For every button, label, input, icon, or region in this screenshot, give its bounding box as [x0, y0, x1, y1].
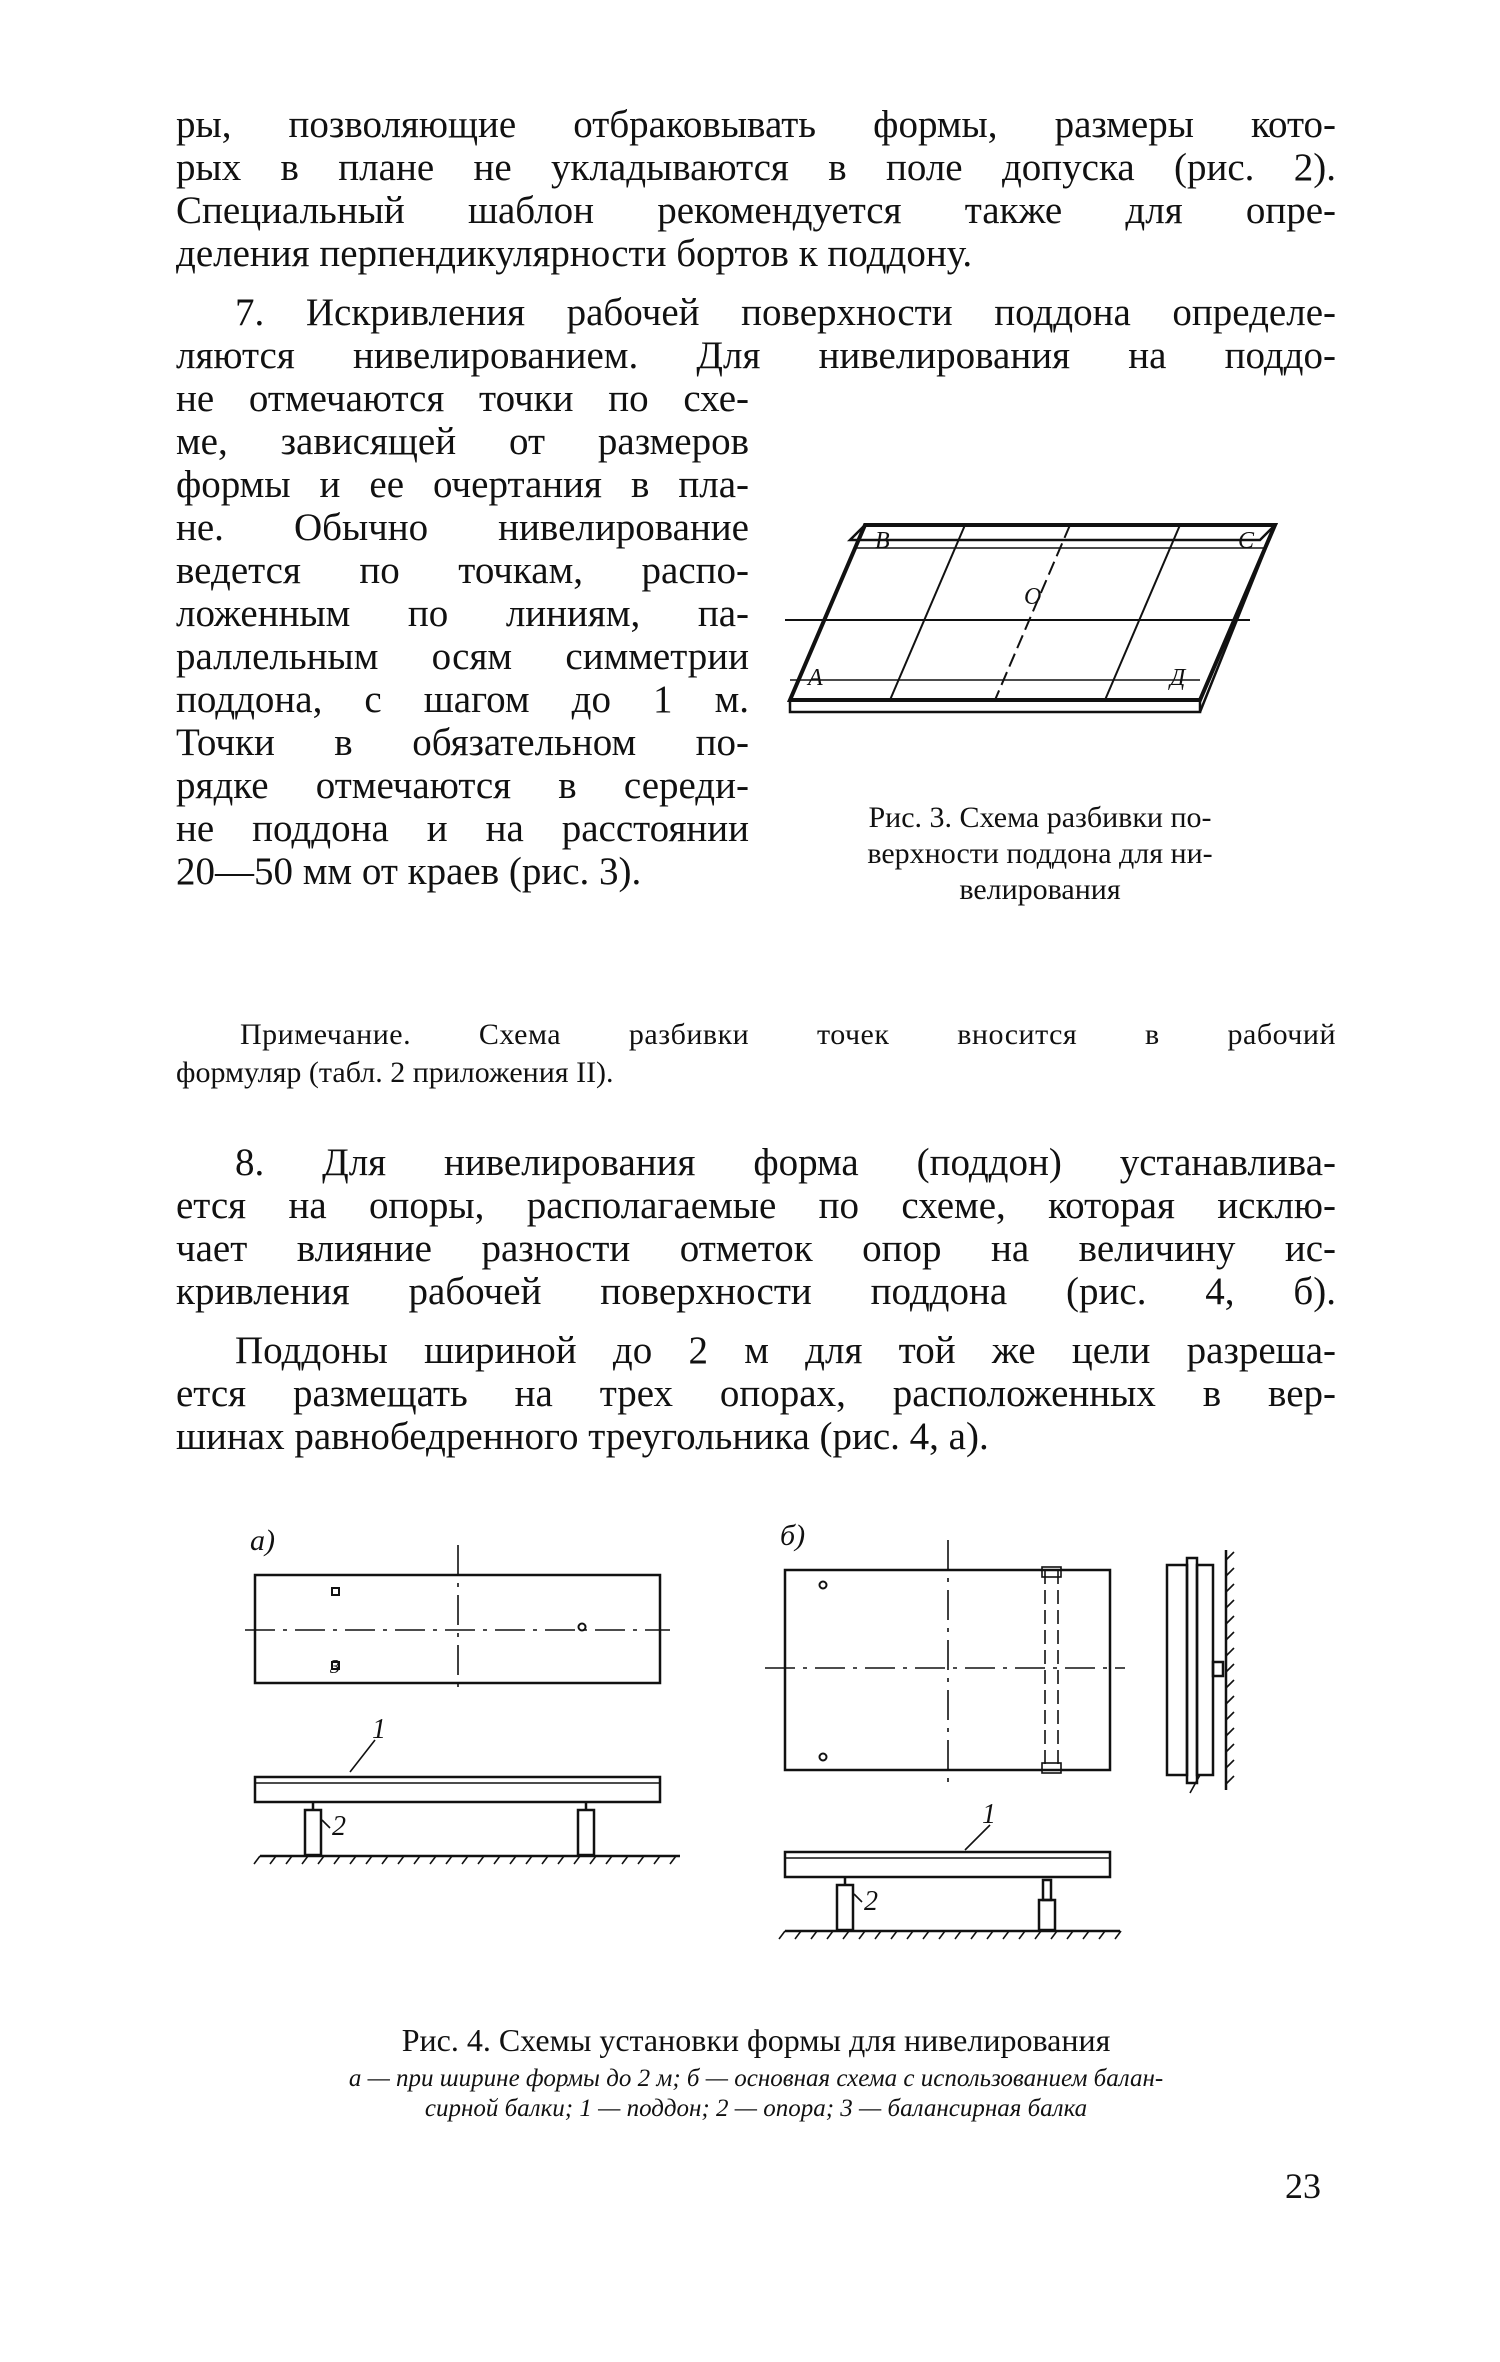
fig4-label-a: а) — [250, 1524, 275, 1557]
text-line: чает влияние разности отметок опор на величину ис- — [176, 1227, 1336, 1270]
caption-line: верхности поддона для ни- — [867, 837, 1213, 870]
figure-4-caption: Рис. 4. Схемы установки формы для нивелирования — [401, 2022, 1111, 2058]
fig4-label-b: б) — [780, 1519, 806, 1552]
text-line: Специальный шаблон рекомендуется также для опре- — [176, 189, 1336, 232]
legend-line: а — при ширине формы до 2 м; б — основная схема с использованием балан- — [348, 2065, 1164, 2092]
text-line: ложенным по линиям, па- — [176, 592, 749, 635]
fig4-label-3: 3 — [330, 1656, 340, 1678]
fig3-label-o: О — [1024, 584, 1042, 610]
note-line: Примечание. Схема разбивки точек вносится в рабочий — [240, 1018, 1336, 1051]
text-line: 7. Искривления рабочей поверхности поддона определе- — [235, 291, 1336, 334]
text-line: рых в плане не укладываются в поле допуска (рис. 2). — [176, 146, 1336, 189]
text-line: не поддона и на расстоянии — [176, 807, 749, 850]
fig3-label-c: С — [1238, 528, 1255, 554]
text-line: Точки в обязательном по- — [176, 721, 749, 764]
text-line: не. Обычно нивелирование — [176, 506, 749, 549]
text-line: не отмечаются точки по схе- — [176, 377, 749, 420]
caption-line: Рис. 3. Схема разбивки по- — [868, 801, 1212, 834]
fig4-label-2b: 2 — [864, 1886, 878, 1917]
page-number: 23 — [1285, 2166, 1321, 2206]
text-line: раллельным осям симметрии — [176, 635, 749, 678]
text-line: ется на опоры, располагаемые по схеме, которая исклю- — [176, 1184, 1336, 1227]
text-line: Поддоны шириной до 2 м для той же цели разреша- — [235, 1329, 1336, 1372]
text-line: деления перпендикулярности бортов к поддону. — [176, 232, 973, 275]
fig4-label-1b: 1 — [982, 1799, 996, 1830]
fig3-label-b: В — [875, 528, 890, 554]
legend-line: сирной балки; 1 — поддон; 2 — опора; 3 — балансирная балка — [424, 2095, 1088, 2122]
text-line: ведется по точкам, распо- — [176, 549, 749, 592]
text-line: ется размещать на трех опорах, расположенных в вер- — [176, 1372, 1336, 1415]
text-line: кривления рабочей поверхности поддона (рис. 4, б). — [176, 1270, 1336, 1313]
fig3-label-a: А — [808, 665, 823, 691]
text-line: формы и ее очертания в пла- — [176, 463, 749, 506]
text-line: 20—50 мм от краев (рис. 3). — [176, 850, 642, 893]
note-line: формуляр (табл. 2 приложения II). — [176, 1056, 614, 1089]
text-line: ры, позволяющие отбраковывать формы, размеры кото- — [176, 103, 1336, 146]
caption-line: велирования — [959, 873, 1121, 906]
text-line: ме, зависящей от размеров — [176, 420, 749, 463]
text-line: поддона, с шагом до 1 м. — [176, 678, 749, 721]
text-line: ляются нивелированием. Для нивелирования на поддо- — [176, 334, 1336, 377]
fig3-label-d: Д — [1170, 665, 1186, 691]
fig4-label-2a: 2 — [332, 1811, 346, 1842]
figure-3-pallet-grid — [770, 500, 1290, 730]
fig4-label-1a: 1 — [372, 1714, 386, 1745]
text-line: шинах равнобедренного треугольника (рис. 4, а). — [176, 1415, 989, 1458]
text-line: рядке отмечаются в середи- — [176, 764, 749, 807]
figure-4-support-schemes — [240, 1510, 1310, 1990]
text-line: 8. Для нивелирования форма (поддон) устанавлива- — [235, 1141, 1336, 1184]
